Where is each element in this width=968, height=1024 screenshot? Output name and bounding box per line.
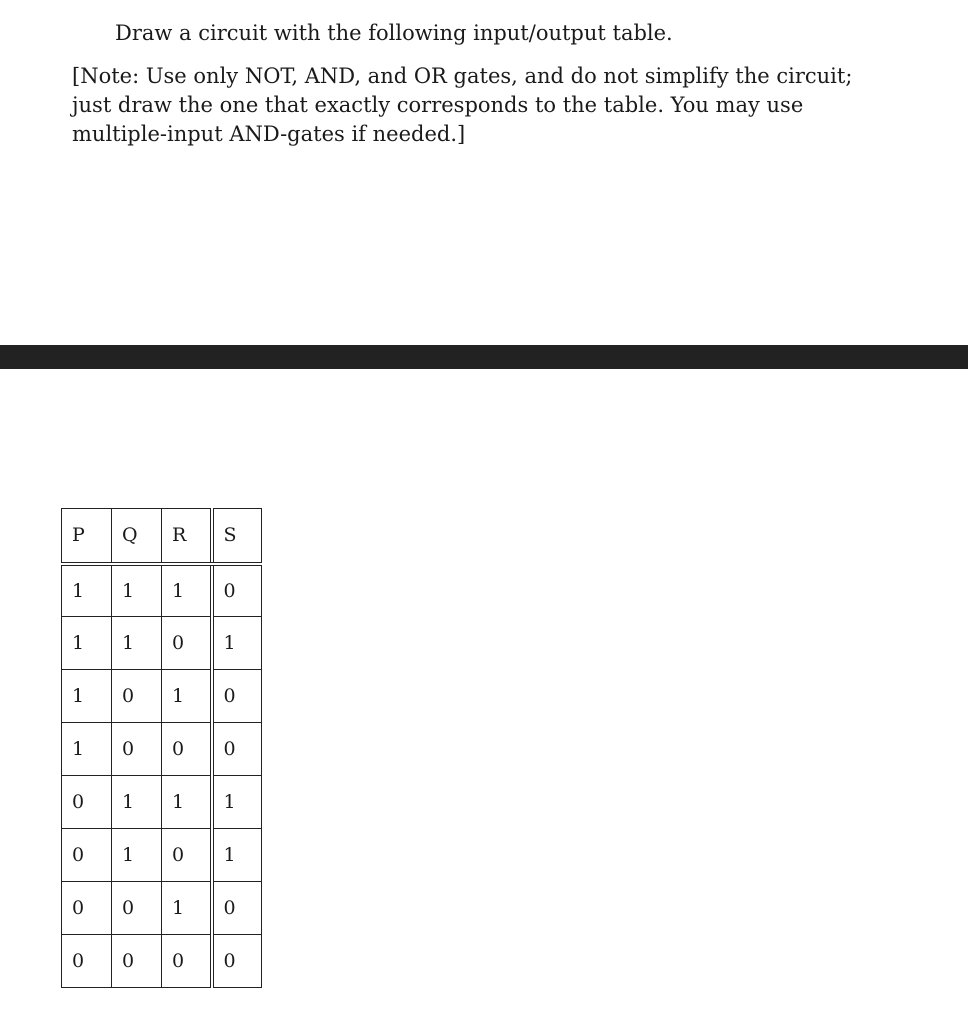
cell-s: 0 xyxy=(212,564,262,617)
cell-r: 1 xyxy=(162,564,212,617)
table-row xyxy=(62,564,262,617)
cell-p: 1 xyxy=(62,723,112,776)
cell-s: 1 xyxy=(212,829,262,882)
cell-p: 1 xyxy=(62,617,112,670)
cell-r: 0 xyxy=(162,829,212,882)
cell-s: 0 xyxy=(212,723,262,776)
table-row xyxy=(62,670,262,723)
cell-s: 1 xyxy=(212,617,262,670)
header-q: Q xyxy=(112,509,162,564)
cell-p: 1 xyxy=(62,670,112,723)
cell-q: 1 xyxy=(112,776,162,829)
cell-r: 0 xyxy=(162,935,212,988)
cell-p: 0 xyxy=(62,776,112,829)
cell-q: 1 xyxy=(112,829,162,882)
cell-r: 0 xyxy=(162,723,212,776)
table-row xyxy=(62,723,262,776)
truth-table xyxy=(61,508,262,988)
cell-q: 1 xyxy=(112,564,162,617)
cell-q: 1 xyxy=(112,617,162,670)
cell-p: 0 xyxy=(62,829,112,882)
question-title: Draw a circuit with the following input/output table. xyxy=(115,21,673,45)
table-row xyxy=(62,617,262,670)
cell-q: 0 xyxy=(112,670,162,723)
cell-q: 0 xyxy=(112,882,162,935)
header-r: R xyxy=(162,509,212,564)
table-row xyxy=(62,882,262,935)
cell-q: 0 xyxy=(112,723,162,776)
cell-s: 1 xyxy=(212,776,262,829)
header-s: S xyxy=(212,509,262,564)
header-p: P xyxy=(62,509,112,564)
cell-p: 1 xyxy=(62,564,112,617)
table-row xyxy=(62,776,262,829)
cell-r: 1 xyxy=(162,776,212,829)
cell-p: 0 xyxy=(62,882,112,935)
cell-r: 1 xyxy=(162,670,212,723)
question-note: [Note: Use only NOT, AND, and OR gates, and do not simplify the circuit; just draw the one that exactly corresponds to the table. You may use multiple-input AND-gates if needed.] xyxy=(72,64,853,146)
cell-q: 0 xyxy=(112,935,162,988)
table-row xyxy=(62,935,262,988)
cell-s: 0 xyxy=(212,670,262,723)
cell-r: 0 xyxy=(162,617,212,670)
cell-r: 1 xyxy=(162,882,212,935)
table-header-row xyxy=(62,509,262,564)
table-row xyxy=(62,829,262,882)
section-divider xyxy=(0,345,968,369)
cell-s: 0 xyxy=(212,882,262,935)
cell-s: 0 xyxy=(212,935,262,988)
cell-p: 0 xyxy=(62,935,112,988)
